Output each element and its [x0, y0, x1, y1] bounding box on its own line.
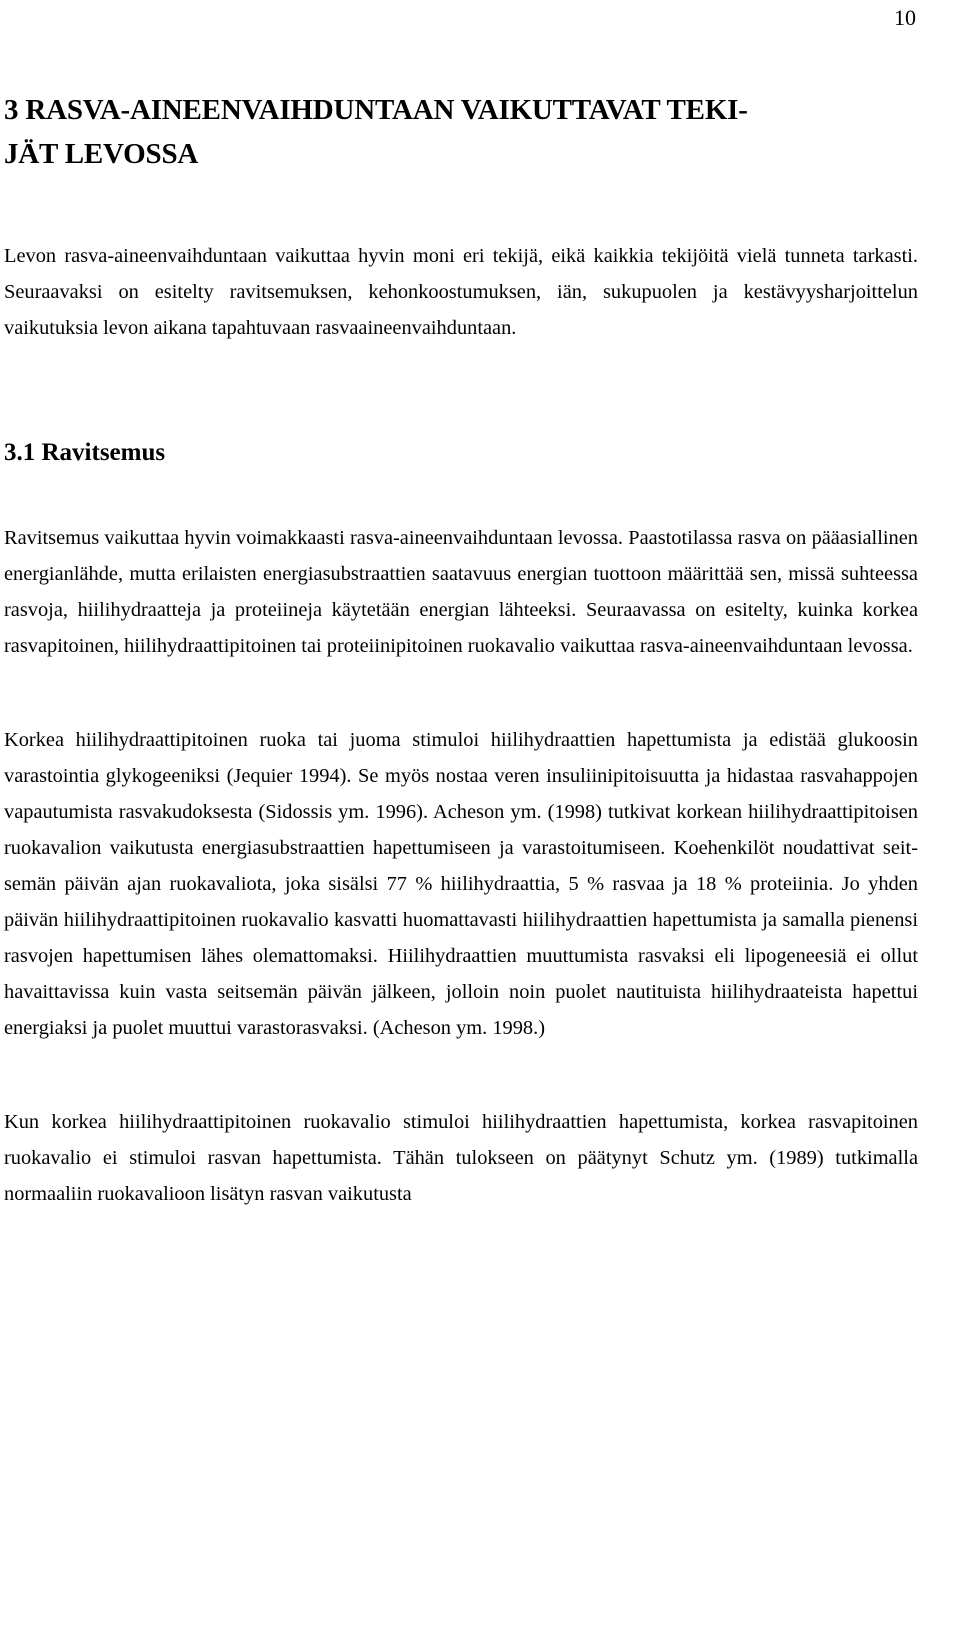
chapter-title-line-2: JÄT LEVOSSA [4, 138, 199, 170]
chapter-title-line-1: 3 RASVA-AINEENVAIHDUNTAAN VAIKUTTAVAT TEKI- [4, 94, 748, 126]
body-paragraph: Korkea hiilihydraattipitoinen ruoka tai juoma stimuloi hiilihydraattien hapettumista ja edistää glukoosin varastointia glykogeeniksi (Jequier 1994). Se myös nostaa veren insuliinipitoisuutta ja hidastaa rasvahappojen vapautumista rasvakudoksesta (Sidossis ym. 1996). Acheson ym. (1998) tutkivat korkean hiilihydraattipitoisen ruokavalion vaikutusta energiasubstraattien hapettumiseen ja varastoitumiseen. Koehenkilöt noudattivat seitsemän päivän ajan ruokavaliota, joka sisälsi 77 % hiilihydraattia, 5 % rasvaa ja 18 % proteiinia. Jo yhden päivän hiilihydraattipitoinen ruokavalio kasvatti huomattavasti hiilihydraattien hapettumista ja samalla pienensi rasvojen hapettumisen lähes olemattomaksi. Hiilihydraattien muuttumista rasvaksi eli lipogeneesiä ei ollut havaittavissa kuin vasta seitsemän päivän jälkeen, jolloin noin puolet nautituista hiilihydraateista hapettui energiaksi ja puolet muuttui varastorasvaksi. (Acheson ym. 1998.) [4, 729, 918, 1039]
intro-paragraph: Levon rasva-aineenvaihduntaan vaikuttaa hyvin moni eri tekijä, eikä kaikkia tekijöitä vielä tunneta tarkasti. Seuraavaksi on esitelty ravitsemuksen, kehonkoostumuksen, iän, sukupuolen ja kestävyysharjoittelun vaikutuksia levon aikana tapahtuvaan rasvaaineenvaihduntaan. [4, 245, 918, 339]
body-paragraph: Kun korkea hiilihydraattipitoinen ruokavalio stimuloi hiilihydraattien hapettumista, korkea rasvapitoinen ruokavalio ei stimuloi rasvan hapettumista. Tähän tulokseen on päätynyt Schutz ym. (1989) tutkimalla normaaliin ruokavalioon lisätyn rasvan vaikutusta [4, 1111, 918, 1205]
page-content [0, 88, 918, 1212]
chapter-title [0, 88, 918, 176]
section-title: 3.1 Ravitsemus [4, 439, 166, 466]
page-number: 10 [894, 5, 916, 30]
body-paragraph: Ravitsemus vaikuttaa hyvin voimakkaasti rasva-aineenvaihduntaan levossa. Paastotilassa rasva on pääasiallinen energianlähde, mutta erilaisten energiasubstraattien saatavuus energian tuottoon määrittää sen, missä suhteessa rasvoja, hiilihydraatteja ja proteiineja käytetään energian lähteeksi. Seuraavassa on esitelty, kuinka korkea rasvapitoinen, hiilihydraattipitoinen tai proteiinipitoinen ruokavalio vaikuttaa rasva-aineenvaihduntaan levossa. [4, 527, 918, 657]
